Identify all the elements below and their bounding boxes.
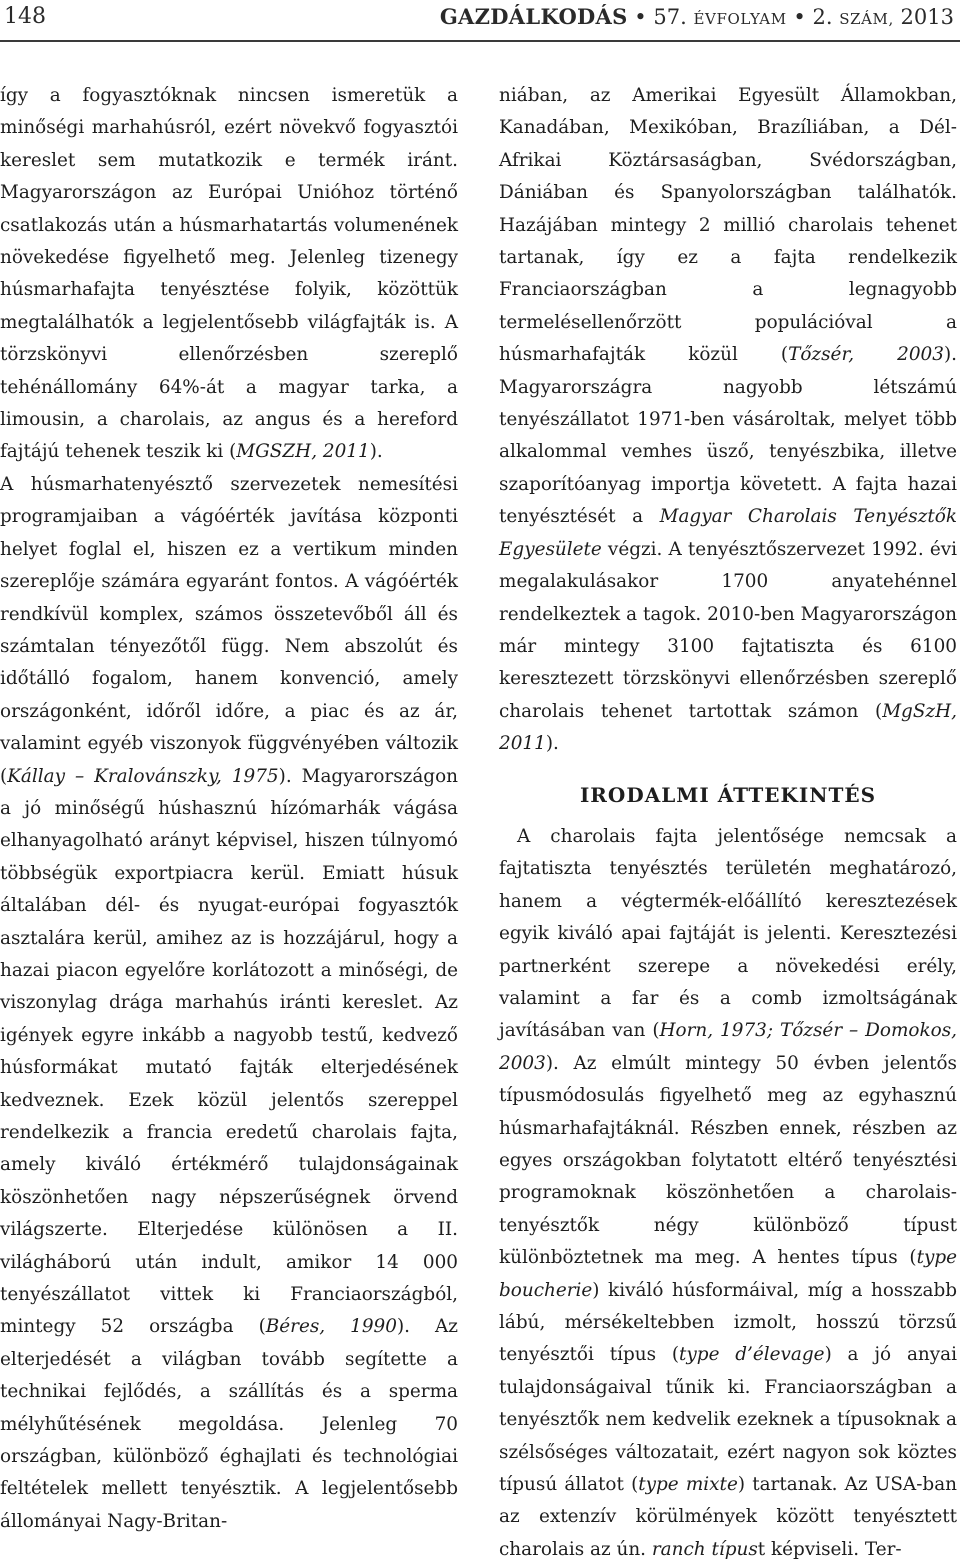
volume-number: 57. (653, 5, 687, 29)
text-run: ). (369, 441, 383, 463)
citation: Horn, 1973; Tőzsér – Domokos, 2003 (499, 1020, 957, 1074)
text-run: ). Az elmúlt mintegy 50 évben jelentős típusmódosulás figyelhető meg az egyhasznú húsmarhafajtáknál. Részben ennek, részben az egyes országokban folytatott eltérő tenyésztési programoknak köszönhetően a charolais-tenyésztők négy különböző típust különböztetnek ma meg. A hentes típus ( (499, 1052, 957, 1269)
right-column (499, 80, 957, 1566)
volume-label: ÉVFOLYAM (693, 10, 787, 28)
foreign-term: type boucherie (499, 1247, 957, 1301)
text-run: t képviseli. Ter- (757, 1538, 902, 1560)
citation: Kállay – Kralovánszky, 1975 (7, 765, 279, 787)
running-header (0, 0, 960, 40)
separator-bullet: • (793, 5, 806, 29)
text-run: ). Az elterjedését a világban tovább segítette a technikai fejlődés, a szállítás és a sperma mélyhűtésének megoldása. Jelenleg 70 országban, különböző éghajlati és technológiai feltételek mellett tenyésztik. A legjelentősebb állományai Nagy-Britan- (0, 1316, 458, 1532)
citation: MGSZH, 2011 (236, 441, 370, 463)
page-number: 148 (4, 4, 46, 29)
paragraph (0, 80, 458, 469)
citation: MgSzH, 2011 (499, 700, 957, 755)
foreign-term: type d’élevage (679, 1344, 825, 1366)
journal-running-head (440, 4, 954, 29)
issue-number: 2. (812, 5, 833, 29)
issue-label: SZÁM, (839, 10, 894, 28)
foreign-term: ranch típus (651, 1538, 758, 1560)
text-run: így a fogyasztóknak nincsen ismeretük a minőségi marhahúsról, ezért növekvő fogyasztói kereslet sem mutatkozik e termék iránt. Magyarországon az Európai Unióhoz történő csatlakozás után a húsmarhatartás volumenének növekedése figyelhető meg. Jelenleg tizenegy húsmarhafajta tenyésztése folyik, közöttük megtalálhatók a legjelentősebb világfajták is. A törzskönyvi ellenőrzésben szereplő tehénállomány 64%-át a magyar tarka, a limousin, a charolais, az angus és a hereford fajtájú tehenek teszik ki ( (0, 85, 458, 463)
separator-bullet: • (634, 5, 647, 29)
text-run: A charolais fajta jelentősége nemcsak a fajtatiszta tenyésztés területén meghatározó, hanem a végtermék-előállító keresztezések egyik kiváló apai fajtáját is jelenti. Keresztezési partnerként szerepe a növekedési erély, valamint a far és a comb izmoltságának javításában van ( (499, 825, 957, 1042)
header-rule (0, 40, 960, 42)
text-run: ) tartanak. Az USA-ban az extenzív körülmények között tenyésztett charolais az ún. (499, 1474, 957, 1560)
text-run: ). Magyarországon a jó minőségű húshasznú hízómarhák vágása elhanyagolható arányt képvisel, hiszen túlnyomó többségük exportpiacra kerül. Emiatt húsuk általában dél- és nyugat-európai fogyasztók asztalára kerül, amihez az is hozzájárul, hogy a hazai piacon egyelőre korlátozott a minőségi, de viszonylag drága marhahús iránti kereslet. Az igények egyre inkább a nagyobb testű, kedvező húsformákat mutató fajták elterjedésének kedveznek. Ezek közül jelentős szereppel rendelkezik a francia eredetű charolais fajta, amely kiváló értékmérő tulajdonságainak köszönhetően nagy népszerűségnek örvend világszerte. Elterjedése különösen a II. világháború után indult, amikor 14 000 tenyészállatot vittek ki Franciaországból, mintegy 52 országba ( (0, 765, 458, 1338)
text-run: ) a jó anyai tulajdonságaival tűnik ki. Franciaországban a tenyésztők nem kedvelik ezeknek a típusoknak a szélsőséges változatait, ezért nagyon sok köztes típusú állatot ( (499, 1344, 957, 1496)
text-run: ) kiváló húsformáival, míg a hosszabb lábú, mérsékeltebben izmolt, hosszú törzsű tenyésztői típus ( (499, 1279, 957, 1366)
citation: Béres, 1990 (265, 1316, 397, 1338)
paragraph (499, 821, 957, 1566)
paragraph (0, 469, 458, 1538)
text-run: ). Magyarországra nagyobb létszámú tenyészállatot 1971-ben vásároltak, melyet több alkalommal vemhes üsző, tenyészbika, illetve szaporítóanyag importja követett. A fajta hazai tenyésztését a (499, 344, 957, 528)
text-run: niában, az Amerikai Egyesült Államokban, Kanadában, Mexikóban, Brazíliában, a Dél-Afrikai Köztársaságban, Svédországban, Dániában és Spanyolországban találhatók. Hazájában mintegy 2 millió charolais tehenet tartanak, így ez a fajta rendelkezik Franciaországban a legnagyobb termelésellenőrzött populációval a húsmarhafajták közül ( (499, 85, 957, 366)
publication-year: 2013 (900, 5, 954, 29)
citation: Tőzsér, 2003 (788, 344, 944, 366)
foreign-term: type mixte (638, 1474, 738, 1496)
left-column (0, 80, 458, 1538)
section-heading: IRODALMI ÁTTEKINTÉS (579, 782, 877, 807)
text-run: ). (545, 733, 559, 755)
organization-name: Magyar Charolais Tenyésztők Egyesülete (499, 506, 957, 560)
text-run: A húsmarhatenyésztő szervezetek nemesítési programjaiban a vágóérték javítása központi helyet foglal el, hiszen ez a vertikum minden szereplője számára egyaránt fontos. A vágóérték rendkívül komplex, számos összetevőből áll és számtalan tényezőtől függ. Nem abszolút és időtálló fogalom, hanem konvenció, amely országonként, időről időre, a piac és az ár, valamint egyéb viszonyok függvényében változik ( (0, 473, 458, 787)
text-run: végzi. A tenyésztőszervezet 1992. évi megalakulásakor 1700 anyatehénnel rendelkeztek a tagok. 2010-ben Magyarországon már mintegy 3100 fajtatiszta és 6100 keresztezett törzskönyvi ellenőrzésben szereplő charolais tehenet tartottak számon ( (499, 538, 957, 722)
journal-title: GAZDÁLKODÁS (439, 4, 628, 29)
paragraph (499, 80, 957, 761)
